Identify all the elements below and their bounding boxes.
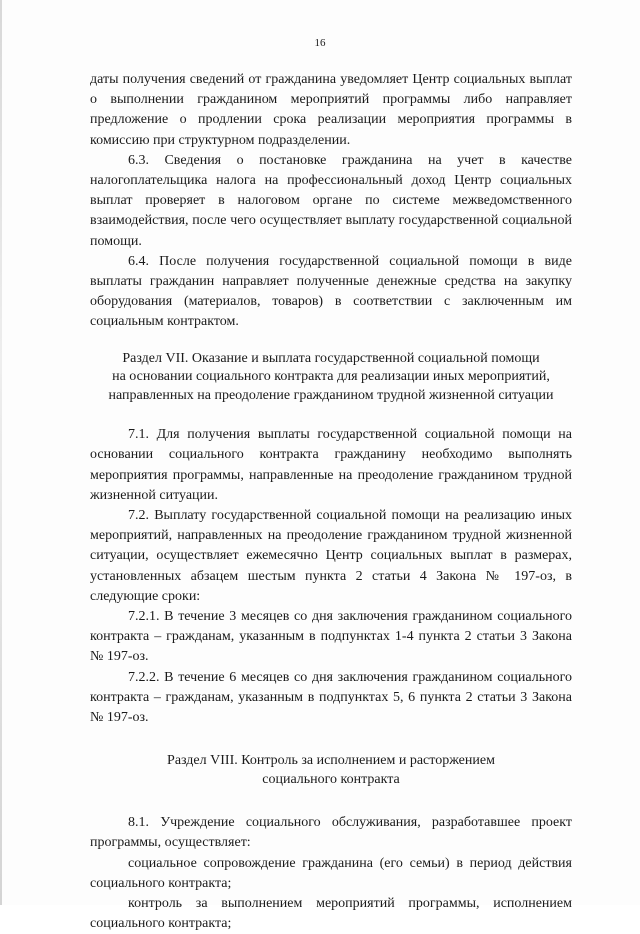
section-7-heading-line: Раздел VII. Оказание и выплата государственной социальной помощи [122, 350, 540, 366]
page-number: 16 [314, 37, 326, 49]
paragraph-8-1: 8.1. Учреждение социального обслуживания, разработавшее проект программы, осуществляет: [90, 815, 572, 851]
paragraph-7-2-2: 7.2.2. В течение 6 месяцев со дня заключения гражданином социального контракта – гражданам, указанным в подпунктах 5, 6 пункта 2 статьи 3 Закона № 197-оз. [90, 669, 572, 725]
section-8-heading-line: социального контракта [262, 771, 400, 787]
section-8-heading-line: Раздел VIII. Контроль за исполнением и расторжением [167, 753, 495, 769]
paragraph-8-1-item: контроль за выполнением мероприятий программы, исполнением социального контракта; [90, 896, 572, 932]
paragraph-continuation: даты получения сведений от гражданина уведомляет Центр социальных выплат о выполнении гражданином мероприятий программы либо направляет предложение о продлении срока реализации мероприятия программы в комиссию при структурном подразделении. [90, 72, 572, 148]
paragraph-8-1-item: социальное сопровождение гражданина (его семьи) в период действия социального контракта; [90, 855, 572, 891]
section-7-heading-line: на основании социального контракта для реализации иных мероприятий, [112, 369, 550, 385]
document-body [90, 70, 572, 934]
section-7-heading-line: направленных на преодоление гражданином трудной жизненной ситуации [108, 387, 554, 403]
scan-edge [0, 0, 2, 905]
section-7-heading [90, 350, 572, 406]
section-8-heading [90, 752, 572, 789]
paragraph-7-2: 7.2. Выплату государственной социальной помощи на реализацию иных мероприятий, направленных на преодоление гражданином трудной жизненной ситуации, осуществляет ежемесячно Центр социальных выплат в размерах, установленных абзацем шестым пункта 2 статьи 4 Закона № 197-оз, в следующие сроки: [90, 507, 572, 604]
paragraph-7-2-1: 7.2.1. В течение 3 месяцев со дня заключения гражданином социального контракта – гражданам, указанным в подпунктах 1-4 пункта 2 статьи 3 Закона № 197-оз. [90, 608, 572, 665]
paragraph-7-1: 7.1. Для получения выплаты государственной социальной помощи на основании социального контракта гражданину необходимо выполнять мероприятия программы, направленные на преодоление гражданином трудной жизненной ситуации. [90, 427, 572, 503]
paragraph-6-3: 6.3. Сведения о постановке гражданина на учет в качестве налогоплательщика налога на профессиональный доход Центр социальных выплат проверяет в налоговом органе по системе межведомственного взаимодействия, после чего осуществляет выплату государственной социальной помощи. [90, 152, 572, 249]
paragraph-6-4: 6.4. После получения государственной социальной помощи в виде выплаты гражданин направляет полученные денежные средства на закупку оборудования (материалов, товаров) в соответствии с заключенным им социальным контрактом. [90, 253, 572, 330]
